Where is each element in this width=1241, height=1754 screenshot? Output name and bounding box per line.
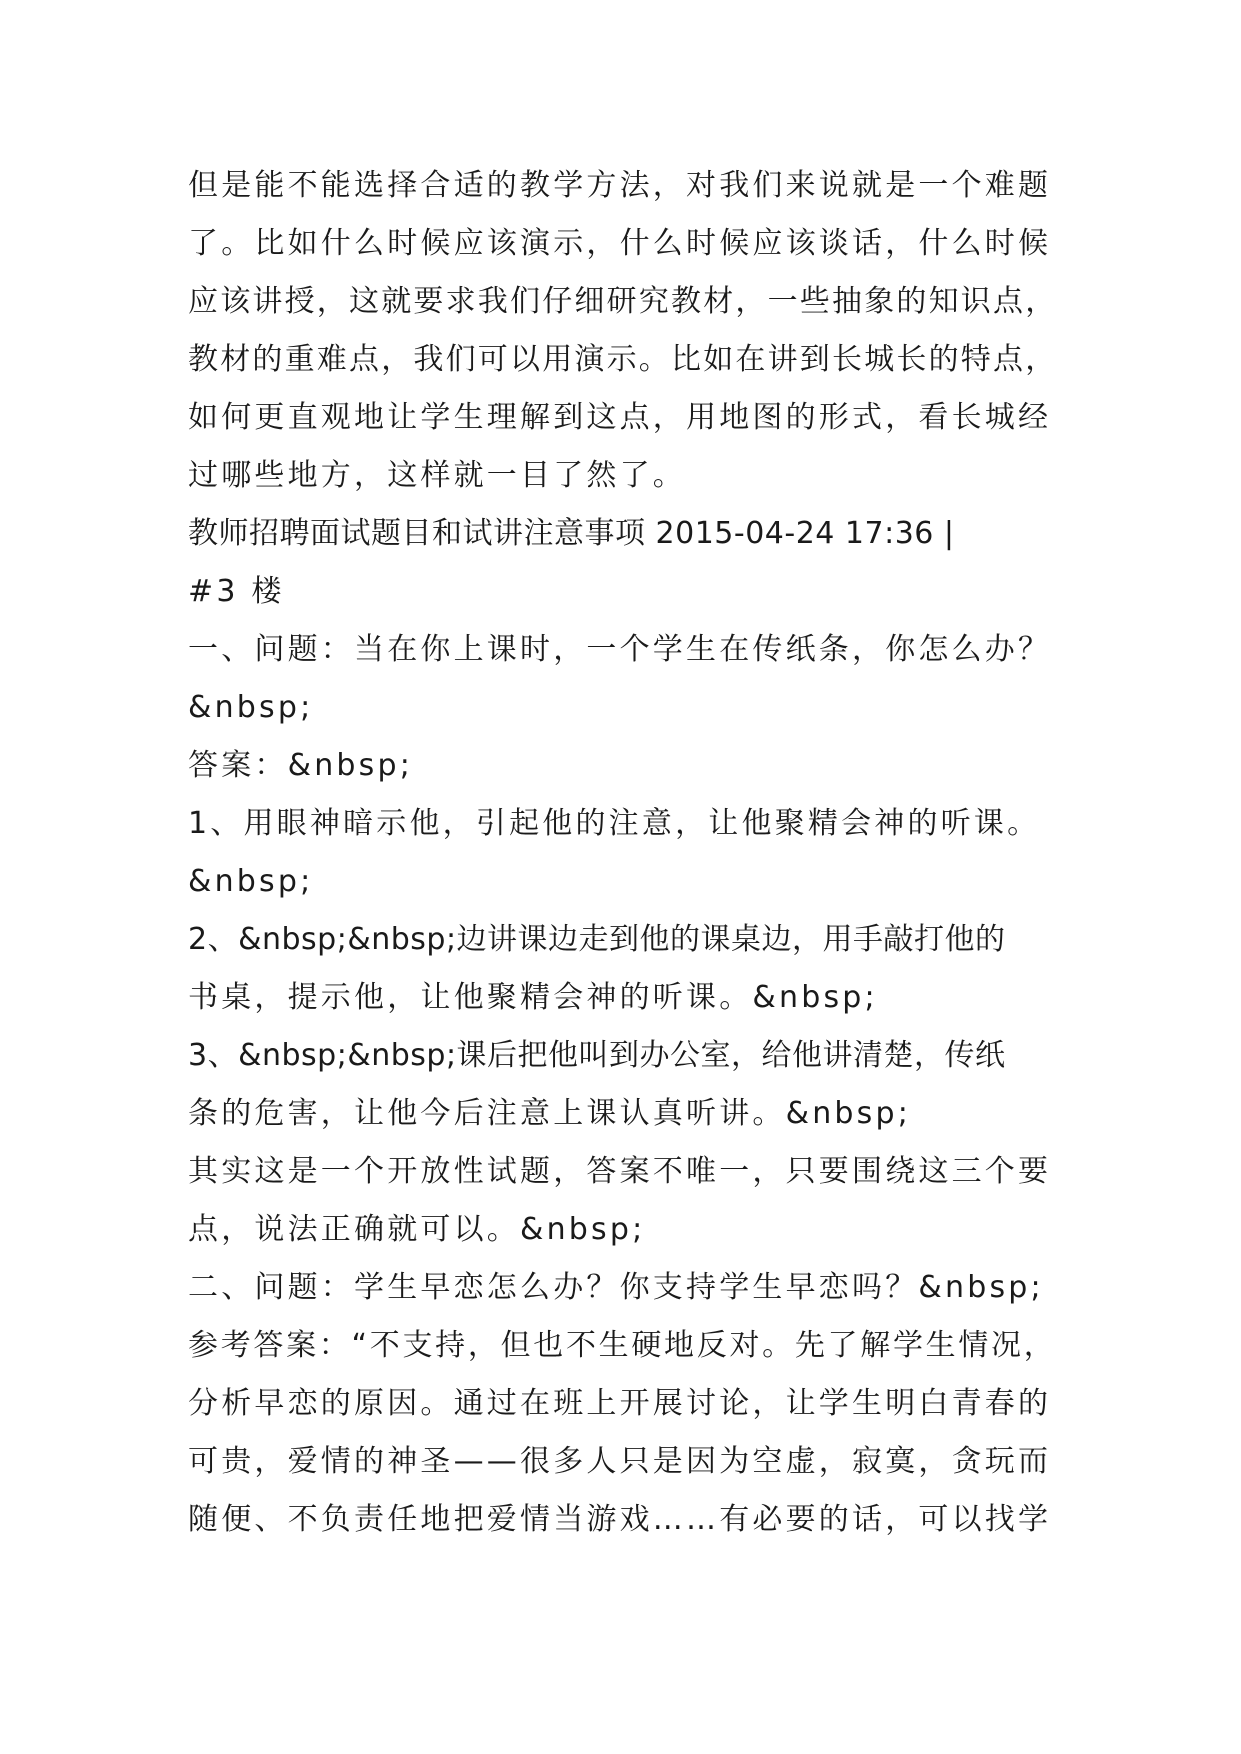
paragraph-line: 如何更直观地让学生理解到这点，用地图的形式，看长城经	[188, 400, 1052, 435]
answer-item: 3、&nbsp;&nbsp;课后把他叫到办公室，给他讲清楚，传纸	[188, 1038, 1006, 1073]
paragraph-line: 过哪些地方，这样就一目了然了。	[188, 458, 686, 493]
answer-item: 1、用眼神暗示他，引起他的注意，让他聚精会神的听课。	[188, 806, 1041, 841]
answer-label: 答案：&nbsp;	[188, 748, 414, 783]
paragraph-line: 书桌，提示他，让他聚精会神的听课。&nbsp;	[188, 980, 878, 1015]
paragraph-line: &nbsp;	[188, 690, 314, 725]
answer-item: 2、&nbsp;&nbsp;边讲课边走到他的课桌边，用手敲打他的	[188, 922, 1006, 957]
paragraph-line: 应该讲授，这就要求我们仔细研究教材，一些抽象的知识点，	[188, 284, 1058, 319]
paragraph-line: 点，说法正确就可以。&nbsp;	[188, 1212, 646, 1247]
paragraph-line: 分析早恋的原因。通过在班上开展讨论，让学生明白青春的	[188, 1386, 1052, 1421]
paragraph-line: &nbsp;	[188, 864, 314, 899]
paragraph-line: 教材的重难点，我们可以用演示。比如在讲到长城长的特点，	[188, 342, 1058, 377]
paragraph-line: 其实这是一个开放性试题，答案不唯一，只要围绕这三个要	[188, 1154, 1052, 1189]
paragraph-line: 随便、不负责任地把爱情当游戏……有必要的话，可以找学	[188, 1502, 1052, 1537]
paragraph-line: 但是能不能选择合适的教学方法，对我们来说就是一个难题	[188, 168, 1052, 203]
floor-number-line: #3 楼	[188, 574, 285, 609]
question-heading: 一、问题：当在你上课时，一个学生在传纸条，你怎么办？	[188, 632, 1052, 667]
paragraph-line: 可贵，爱情的神圣——很多人只是因为空虚，寂寞，贪玩而	[188, 1444, 1052, 1479]
document-body	[188, 157, 1058, 1549]
paragraph-line: 了。比如什么时候应该演示，什么时候应该谈话，什么时候	[188, 226, 1052, 261]
post-title-line: 教师招聘面试题目和试讲注意事项 2015-04-24 17:36 |	[188, 516, 955, 551]
question-heading: 二、问题：学生早恋怎么办？你支持学生早恋吗？&nbsp;	[188, 1270, 1044, 1305]
paragraph-line: 参考答案：“不支持，但也不生硬地反对。先了解学生情况，	[188, 1328, 1057, 1363]
paragraph-line: 条的危害，让他今后注意上课认真听讲。&nbsp;	[188, 1096, 912, 1131]
